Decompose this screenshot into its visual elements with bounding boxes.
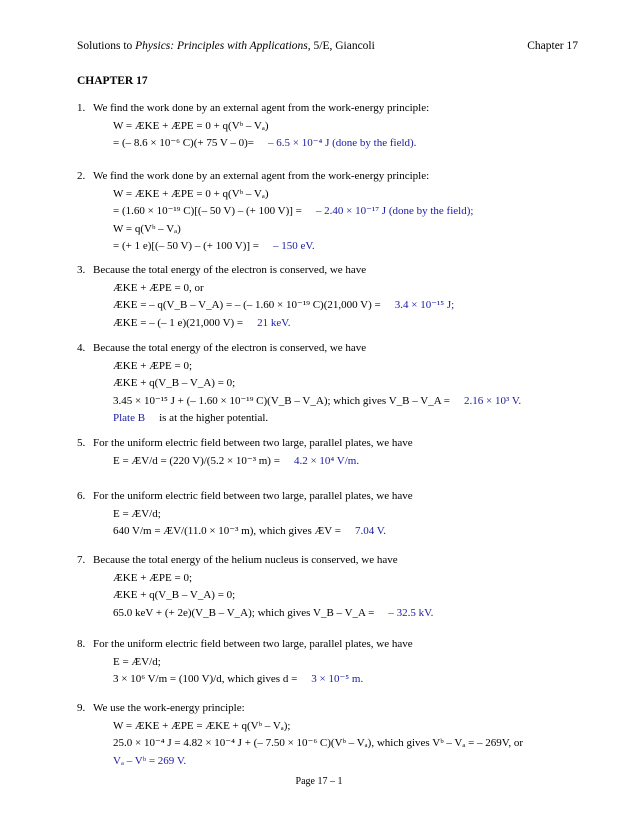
answer-text: 3.4 × 10⁻¹⁵ J; — [394, 299, 455, 311]
header-chapter: Chapter 17 — [527, 40, 578, 52]
problem-3 — [77, 262, 577, 332]
equation-line — [113, 297, 577, 315]
equation-text: W = q(Vᵇ – Vₐ) — [113, 222, 181, 235]
equation-text: ÆKE + ÆPE = 0; — [113, 359, 193, 372]
equation-text: ÆKE + q(V_B – V_A) = 0; — [113, 589, 236, 601]
answer-text: 21 keV. — [257, 316, 291, 329]
problem-intro: For the uniform electric field between two large, parallel plates, we have — [93, 638, 413, 650]
equation-text: W = ÆKE + ÆPE = 0 + q(Vᵇ – Vₐ) — [113, 187, 269, 200]
answer-text: 3 × 10⁻⁵ m. — [311, 673, 364, 685]
equation-text: = (+ 1 e)[(– 50 V) – (+ 100 V)] = — [113, 240, 259, 252]
problem-number: 4. — [77, 342, 86, 354]
equation-text: ÆKE + q(V_B – V_A) = 0; — [113, 377, 236, 389]
problem-7 — [77, 552, 577, 622]
equation-line — [113, 135, 577, 153]
equation-line — [113, 186, 577, 204]
equation-line — [113, 393, 577, 411]
equation-line — [113, 410, 577, 428]
answer-text: Vₐ – Vᵇ = 269 V. — [113, 754, 187, 767]
equation-text: 65.0 keV + (+ 2e)(V_B – V_A); which gives V_B – V_A = — [113, 606, 375, 619]
problem-6 — [77, 488, 577, 541]
equation-line — [113, 203, 577, 221]
answer-text: Plate B — [113, 412, 146, 424]
equation-text: ÆKE + ÆPE = 0; — [113, 571, 193, 584]
equation-text: = (1.60 × 10⁻¹⁹ C)[(– 50 V) – (+ 100 V)] = — [113, 205, 302, 217]
equation-line — [113, 221, 577, 239]
problem-number: 9. — [77, 702, 86, 714]
problem-number: 5. — [77, 437, 86, 449]
equation-text: ÆKE = – (– 1 e)(21,000 V) = — [113, 316, 244, 329]
equation-line — [113, 118, 577, 136]
equation-text: E = ÆV/d; — [113, 655, 161, 668]
equation-line — [113, 735, 577, 753]
problem-number: 7. — [77, 554, 86, 566]
equation-line — [113, 671, 577, 689]
equation-line — [113, 506, 577, 524]
equation-text: 3 × 10⁶ V/m = (100 V)/d, which gives d = — [113, 673, 298, 685]
equation-text: E = ÆV/d; — [113, 507, 161, 520]
page-number: Page 17 – 1 — [295, 776, 343, 787]
equation-line — [113, 315, 577, 333]
problem-number: 6. — [77, 490, 86, 502]
equation-text: 3.45 × 10⁻¹⁵ J + (– 1.60 × 10⁻¹⁹ C)(V_B – V_A); which gives V_B – V_A = — [113, 394, 451, 407]
answer-text: 4.2 × 10⁴ V/m. — [293, 454, 360, 467]
problem-1 — [77, 100, 577, 153]
problem-intro: For the uniform electric field between two large, parallel plates, we have — [93, 437, 413, 449]
problem-intro: Because the total energy of the helium nucleus is conserved, we have — [93, 554, 398, 566]
problem-intro: We find the work done by an external agent from the work-energy principle: — [93, 170, 430, 182]
equation-line — [113, 654, 577, 672]
equation-line — [113, 523, 577, 541]
answer-text: – 32.5 kV. — [388, 606, 434, 619]
equation-text: = (– 8.6 × 10⁻⁶ C)(+ 75 V – 0)= — [113, 137, 254, 149]
problem-number: 1. — [77, 102, 86, 114]
problem-intro: For the uniform electric field between two large, parallel plates, we have — [93, 490, 413, 502]
equation-text: 25.0 × 10⁻⁴ J = 4.82 × 10⁻⁴ J + (– 7.50 × 10⁻⁶ C)(Vᵇ – Vₐ), which gives Vᵇ – Vₐ = – 269V, or — [113, 737, 523, 749]
problem-2 — [77, 168, 577, 256]
equation-text: ÆKE = – q(V_B – V_A) = – (– 1.60 × 10⁻¹⁹ C)(21,000 V) = — [113, 299, 381, 311]
equation-tail: is at the higher potential. — [159, 412, 269, 424]
answer-text: 7.04 V. — [354, 525, 387, 537]
equation-text: 640 V/m = ÆV/(11.0 × 10⁻³ m), which gives ÆV = — [113, 525, 341, 537]
equation-text: E = ÆV/d = (220 V)/(5.2 × 10⁻³ m) = — [113, 454, 280, 467]
equation-text: W = ÆKE + ÆPE = ÆKE + q(Vᵇ – Vₐ); — [113, 719, 291, 732]
header-book-title: Solutions to Physics: Principles with Applications, 5/E, Giancoli — [77, 40, 375, 52]
answer-text: 2.16 × 10³ V. — [464, 394, 522, 407]
equation-line — [113, 280, 577, 298]
problem-intro: We find the work done by an external agent from the work-energy principle: — [93, 102, 430, 114]
answer-text: – 2.40 × 10⁻¹⁷ J (done by the field); — [315, 205, 474, 217]
problem-5 — [77, 435, 577, 470]
problem-number: 3. — [77, 264, 86, 276]
problem-number: 2. — [77, 170, 86, 182]
equation-line — [113, 718, 577, 736]
problem-intro: Because the total energy of the electron is conserved, we have — [93, 264, 367, 276]
equation-line — [113, 605, 577, 623]
answer-text: – 6.5 × 10⁻⁴ J (done by the field). — [268, 137, 417, 149]
chapter-title: CHAPTER 17 — [77, 75, 148, 87]
problem-8 — [77, 636, 577, 689]
equation-line — [113, 238, 577, 256]
equation-line — [113, 753, 577, 771]
equation-line — [113, 453, 577, 471]
problem-intro: We use the work-energy principle: — [93, 702, 245, 714]
equation-line — [113, 375, 577, 393]
problem-4 — [77, 340, 577, 428]
problem-intro: Because the total energy of the electron is conserved, we have — [93, 342, 367, 354]
equation-text: W = ÆKE + ÆPE = 0 + q(Vᵇ – Vₐ) — [113, 119, 269, 132]
equation-line — [113, 570, 577, 588]
problem-9 — [77, 700, 577, 770]
answer-text: – 150 eV. — [273, 240, 315, 252]
equation-line — [113, 358, 577, 376]
equation-line — [113, 587, 577, 605]
problem-number: 8. — [77, 638, 86, 650]
equation-text: ÆKE + ÆPE = 0, or — [113, 281, 204, 294]
